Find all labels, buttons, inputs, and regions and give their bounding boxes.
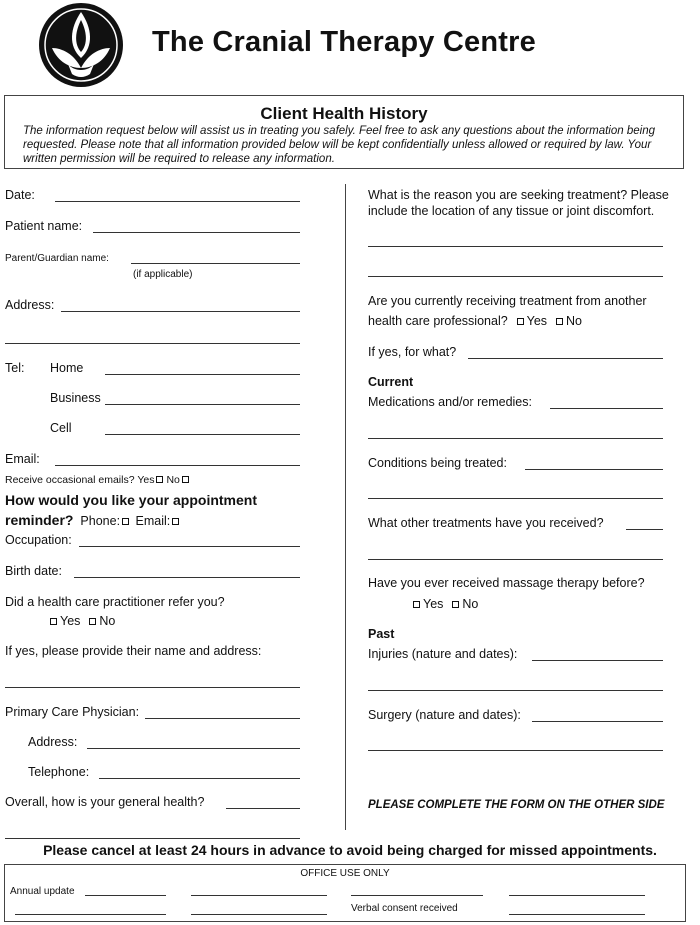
patient-name-field[interactable] [93, 232, 300, 233]
guardian-field[interactable] [131, 263, 300, 264]
referral-no-checkbox[interactable] [89, 618, 96, 625]
other-professional-question-2: health care professional? Yes No [368, 314, 582, 328]
pcp-telephone-label: Telephone: [28, 765, 90, 779]
referral-question: Did a health care practitioner refer you? [5, 595, 225, 609]
current-heading: Current [368, 375, 414, 389]
reminder-question: How would you like your appointment [5, 492, 258, 508]
office-field-4[interactable] [15, 914, 166, 915]
occupation-field[interactable] [79, 546, 300, 547]
other-treatments-field[interactable] [626, 529, 663, 530]
pcp-telephone-field[interactable] [99, 778, 300, 779]
pcp-field[interactable] [145, 718, 300, 719]
cancellation-policy: Please cancel at least 24 hours in advance to avoid being charged for missed appointments. [43, 842, 657, 858]
address-field-1[interactable] [61, 311, 300, 312]
if-applicable-note: (if applicable) [133, 269, 193, 280]
intro-box [4, 95, 684, 169]
past-heading: Past [368, 627, 395, 641]
referrer-info-field[interactable] [5, 687, 300, 688]
reason-field-1[interactable] [368, 246, 663, 247]
occupation-label: Occupation: [5, 533, 72, 547]
medications-field[interactable] [550, 408, 663, 409]
intro-text: The information request below will assist us in treating you safely. Feel free to ask any questions about the information being requested. Please note that all information provided below will be kept confidentially unless allowed or required by law. Your written permission will be required to release any information. [23, 125, 655, 165]
referrer-info-label: If yes, please provide their name and address: [5, 644, 262, 658]
office-use-title: OFFICE USE ONLY [300, 868, 390, 879]
date-label: Date: [5, 188, 35, 202]
other-prof-no-checkbox[interactable] [556, 318, 563, 325]
reason-question-1: What is the reason you are seeking treatment? Please [368, 188, 669, 202]
massage-yes-checkbox[interactable] [413, 601, 420, 608]
annual-update-label: Annual update [10, 886, 75, 897]
home-label: Home [50, 361, 84, 375]
reminder-phone-checkbox[interactable] [122, 518, 129, 525]
office-field-5[interactable] [191, 914, 327, 915]
reminder-email-checkbox[interactable] [172, 518, 179, 525]
business-phone-field[interactable] [105, 404, 300, 405]
cell-phone-field[interactable] [105, 434, 300, 435]
annual-update-field[interactable] [85, 895, 166, 896]
if-yes-what-label: If yes, for what? [368, 345, 457, 359]
referral-options: Yes No [48, 614, 115, 628]
reason-question-2: include the location of any tissue or joint discomfort. [368, 204, 655, 218]
other-prof-yes-checkbox[interactable] [517, 318, 524, 325]
emails-yes-checkbox[interactable] [156, 476, 163, 483]
birth-date-field[interactable] [74, 577, 300, 578]
surgery-field[interactable] [532, 721, 663, 722]
verbal-consent-field[interactable] [509, 914, 645, 915]
injuries-label: Injuries (nature and dates): [368, 647, 518, 661]
column-divider [345, 184, 346, 830]
massage-options: Yes No [411, 597, 478, 611]
office-field-3[interactable] [509, 895, 645, 896]
organization-name: The Cranial Therapy Centre [152, 26, 536, 58]
office-use-box [4, 864, 686, 922]
business-label: Business [50, 391, 101, 405]
injuries-field-2[interactable] [368, 690, 663, 691]
tel-label: Tel: [5, 361, 25, 375]
conditions-field[interactable] [525, 469, 663, 470]
receive-emails-row: Receive occasional emails? Yes No [5, 474, 192, 486]
pcp-address-field[interactable] [87, 748, 300, 749]
office-field-2[interactable] [351, 895, 483, 896]
referral-yes-checkbox[interactable] [50, 618, 57, 625]
other-treatments-field-2[interactable] [368, 559, 663, 560]
address-label: Address: [5, 298, 55, 312]
home-phone-field[interactable] [105, 374, 300, 375]
conditions-field-2[interactable] [368, 498, 663, 499]
verbal-consent-label: Verbal consent received [351, 903, 458, 914]
email-field[interactable] [55, 465, 300, 466]
emails-no-checkbox[interactable] [182, 476, 189, 483]
date-field[interactable] [55, 201, 300, 202]
surgery-label: Surgery (nature and dates): [368, 708, 521, 722]
general-health-label: Overall, how is your general health? [5, 795, 205, 809]
guardian-label: Parent/Guardian name: [5, 253, 109, 264]
if-yes-what-field[interactable] [468, 358, 663, 359]
conditions-label: Conditions being treated: [368, 456, 507, 470]
email-label: Email: [5, 452, 40, 466]
centre-logo-icon [38, 2, 124, 88]
birth-date-label: Birth date: [5, 564, 62, 578]
patient-name-label: Patient name: [5, 219, 83, 233]
pcp-address-label: Address: [28, 735, 78, 749]
massage-question: Have you ever received massage therapy before? [368, 576, 645, 590]
reminder-options-row: reminder? Phone: Email: [5, 512, 182, 528]
other-professional-question-1: Are you currently receiving treatment from another [368, 294, 647, 308]
massage-no-checkbox[interactable] [452, 601, 459, 608]
general-health-field[interactable] [226, 808, 300, 809]
office-field-1[interactable] [191, 895, 327, 896]
cell-label: Cell [50, 421, 72, 435]
other-side-note: PLEASE COMPLETE THE FORM ON THE OTHER SIDE [368, 799, 665, 811]
general-health-field-2[interactable] [5, 838, 300, 839]
form-title: Client Health History [260, 104, 428, 123]
surgery-field-2[interactable] [368, 750, 663, 751]
address-field-2[interactable] [5, 343, 300, 344]
reason-field-2[interactable] [368, 276, 663, 277]
pcp-label: Primary Care Physician: [5, 705, 140, 719]
medications-label: Medications and/or remedies: [368, 395, 532, 409]
medications-field-2[interactable] [368, 438, 663, 439]
injuries-field[interactable] [532, 660, 663, 661]
other-treatments-label: What other treatments have you received? [368, 516, 604, 530]
